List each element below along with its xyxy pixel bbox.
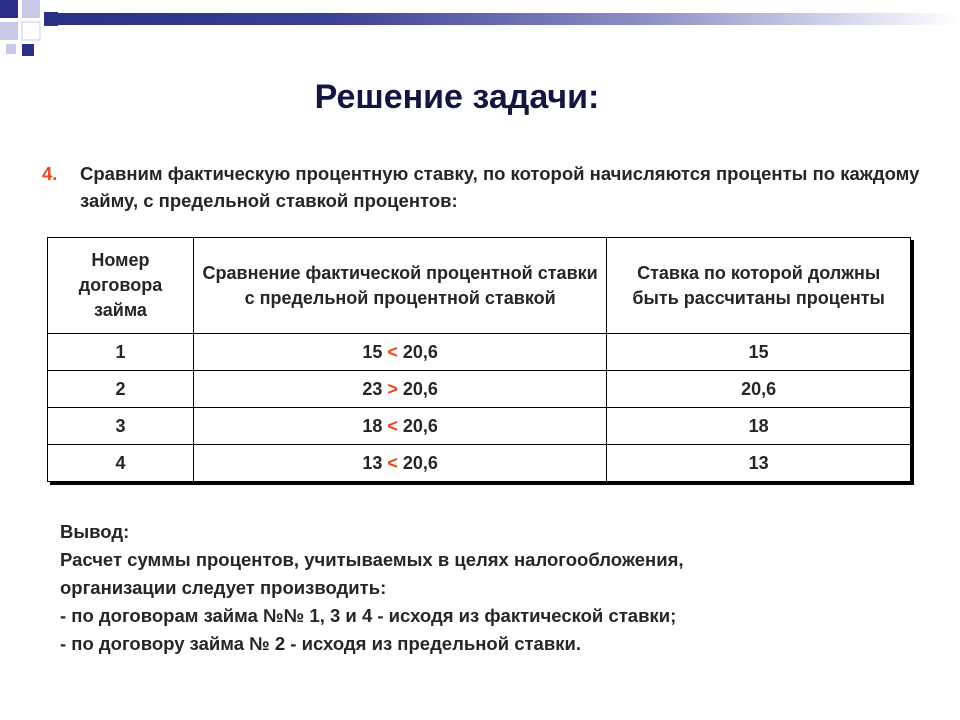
conclusion-line: - по договорам займа №№ 1, 3 и 4 - исходя из фактической ставки; [60,605,677,626]
table-row [48,445,911,482]
comparison-cell [193,371,606,408]
table-row [48,334,911,371]
limit-rate: 20,6 [402,452,438,473]
applicable-rate-cell: 18 [607,408,911,445]
comparison-cell [193,334,606,371]
comparison-operator: < [387,341,398,362]
intro-paragraph [42,160,922,214]
header-comparison: Сравнение фактической процентной ставки с предельной процентной ставкой [193,238,606,334]
comparison-operator: < [387,452,398,473]
comparison-cell [193,445,606,482]
header-gradient-bar [58,13,960,25]
limit-rate: 20,6 [402,341,438,362]
intro-number: 4. [42,163,58,184]
actual-rate: 23 [362,378,383,399]
comparison-operator: > [387,378,398,399]
limit-rate: 20,6 [402,378,438,399]
applicable-rate-cell: 13 [607,445,911,482]
limit-rate: 20,6 [402,415,438,436]
comparison-cell [193,408,606,445]
applicable-rate-cell: 20,6 [607,371,911,408]
header-applicable-rate: Ставка по которой должны быть рассчитаны проценты [607,238,911,334]
squares-decoration-icon [0,0,80,60]
conclusion-block [60,518,940,658]
contract-number-cell: 2 [48,371,194,408]
header-decoration [0,0,960,60]
conclusion-line: организации следует производить: [60,577,387,598]
actual-rate: 13 [362,452,383,473]
header-contract-number: Номер договора займа [48,238,194,334]
contract-number-cell: 3 [48,408,194,445]
slide-title: Решение задачи: [314,78,600,116]
conclusion-line: Расчет суммы процентов, учитываемых в целях налогообложения, [60,549,684,570]
actual-rate: 18 [362,415,383,436]
conclusion-heading: Вывод: [60,521,130,542]
actual-rate: 15 [362,341,383,362]
comparison-operator: < [387,415,398,436]
conclusion-line: - по договору займа № 2 - исходя из предельной ставки. [60,633,581,654]
comparison-table [47,237,911,482]
intro-text: Сравним фактическую процентную ставку, по которой начисляются проценты по каждому займу, с предельной ставкой процентов: [80,163,920,211]
table-row [48,408,911,445]
table-row [48,371,911,408]
applicable-rate-cell: 15 [607,334,911,371]
table-header-row [48,238,911,334]
contract-number-cell: 1 [48,334,194,371]
contract-number-cell: 4 [48,445,194,482]
